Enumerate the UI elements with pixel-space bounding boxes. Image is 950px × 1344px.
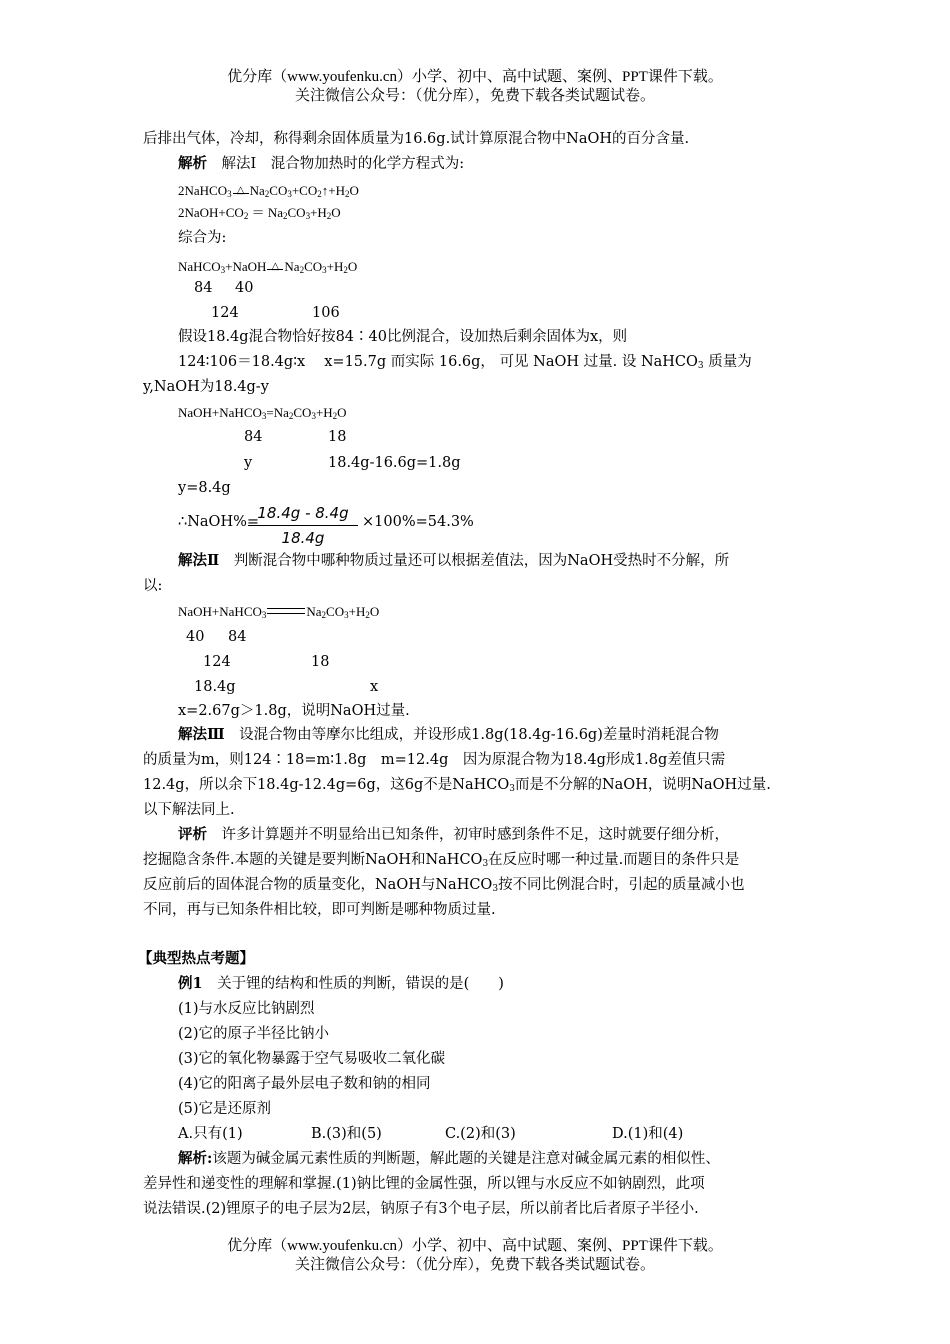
mass-40: 40 bbox=[235, 280, 254, 296]
q-x: x bbox=[370, 679, 379, 695]
example-label: 例1 bbox=[178, 975, 203, 992]
method2-line-2: 以: bbox=[143, 578, 163, 594]
equation-2: $2NaOH+CO_2 = Na_2CO_3+H_2O$ bbox=[178, 205, 341, 221]
header-line-1: 优分库（www.youfenku.cn）小学、初中、高中试题、案例、PPT课件下载。 bbox=[227, 69, 723, 85]
comment-line-3: 反应前后的固体混合物的质量变化，NaOH与NaHCO$_3$按不同比例混合时，引起的质量减小也 bbox=[143, 877, 745, 894]
method3-line-2: 的质量为m，则124∶18=m∶1.8g m=12.4g 因为原混合物为18.4g形成1.8g差值只需 bbox=[143, 752, 726, 768]
comment-label: 评析 bbox=[178, 826, 207, 843]
equation-1: 2NaHCO$_3$ △ $Na_2CO_3+CO_2↑+H_2O$ bbox=[178, 183, 359, 199]
comment-line-4: 不同，再与已知条件相比较，即可判断是哪种物质过量. bbox=[143, 902, 496, 918]
method2-label: 解法Ⅱ bbox=[178, 552, 220, 569]
option-2: (2)它的原子半径比钠小 bbox=[178, 1026, 330, 1042]
m-y: y bbox=[244, 455, 253, 471]
heat-symbol-icon: △ bbox=[266, 258, 284, 276]
option-5: (5)它是还原剂 bbox=[178, 1101, 272, 1117]
m-18: 18 bbox=[328, 429, 347, 445]
option-4: (4)它的阳离子最外层电子数和钠的相同 bbox=[178, 1076, 431, 1092]
m-84: 84 bbox=[244, 429, 263, 445]
answer-line-1: 解析:该题为碱金属元素性质的判断题，解此题的关键是注意对碱金属元素的相似性、 bbox=[178, 1150, 720, 1167]
method3-line-1: 解法Ⅲ 设混合物由等摩尔比组成，并设形成1.8g(18.4g-16.6g)差量时消耗混合物 bbox=[178, 726, 719, 743]
answer-line-2: 差异性和递变性的理解和掌握.(1)钠比锂的金属性强，所以锂与水反应不如钠剧烈，此项 bbox=[143, 1176, 705, 1192]
y-value: y=8.4g bbox=[178, 480, 231, 496]
q-18: 18 bbox=[311, 654, 330, 670]
choice-c: C.(2)和(3) bbox=[445, 1126, 516, 1142]
mass-124: 124 bbox=[211, 305, 239, 321]
answer-label: 解析: bbox=[178, 1150, 213, 1167]
q-40: 40 bbox=[186, 629, 205, 645]
pct-prefix: ∴NaOH%= bbox=[178, 514, 260, 530]
method2-line: 解法Ⅱ 判断混合物中哪种物质过量还可以根据差值法，因为NaOH受热时不分解，所 bbox=[178, 552, 730, 569]
equation-3: NaHCO$_3$+NaOH △ $Na_2CO_3+H_2O$ bbox=[178, 259, 358, 275]
ratio-line-2: y,NaOH为18.4g-y bbox=[143, 379, 269, 395]
fraction-denominator: 18.4g bbox=[281, 529, 325, 547]
mass-106: 106 bbox=[312, 305, 340, 321]
method3-line-4: 以下解法同上. bbox=[143, 802, 235, 818]
method3-label: 解法Ⅲ bbox=[178, 726, 225, 743]
equation-5: NaOH+NaHCO$_3$ $Na_2CO_3+H_2O$ bbox=[178, 604, 380, 620]
fraction-numerator: 18.4g - 8.4g bbox=[257, 504, 349, 522]
problem-tail: 后排出气体，冷却，称得剩余固体质量为16.6g.试计算原混合物中NaOH的百分含量. bbox=[143, 131, 690, 147]
equation-4: $NaOH+NaHCO_3=Na_2CO_3+H_2O$ bbox=[178, 405, 347, 421]
heat-symbol-icon: △ bbox=[232, 182, 250, 200]
mass-84: 84 bbox=[194, 280, 213, 296]
answer-line-3: 说法错误.(2)锂原子的电子层为2层，钠原子有3个电子层，所以前者比后者原子半径小. bbox=[143, 1201, 699, 1217]
analysis-label: 解析 bbox=[178, 155, 207, 172]
section-title: 【典型热点考题】 bbox=[138, 950, 254, 967]
option-3: (3)它的氧化物暴露于空气易吸收二氧化碳 bbox=[178, 1051, 446, 1067]
double-equals-icon bbox=[267, 608, 305, 614]
analysis-line bbox=[178, 155, 464, 173]
choice-a: A.只有(1) bbox=[178, 1126, 243, 1142]
header-line-2: 关注微信公众号：（优分库），免费下载各类试题试卷。 bbox=[294, 88, 655, 104]
x-result: x=2.67g＞1.8g，说明NaOH过量. bbox=[178, 703, 410, 719]
choice-b: B.(3)和(5) bbox=[311, 1126, 382, 1142]
footer-line-1: 优分库（www.youfenku.cn）小学、初中、高中试题、案例、PPT课件下载。 bbox=[227, 1238, 723, 1254]
example-1: 例1 关于锂的结构和性质的判断，错误的是( ) bbox=[178, 975, 504, 992]
q-184: 18.4g bbox=[194, 679, 236, 695]
assume-line: 假设18.4g混合物恰好按84∶40比例混合，设加热后剩余固体为x，则 bbox=[178, 329, 628, 345]
q-124: 124 bbox=[203, 654, 231, 670]
combined-label: 综合为: bbox=[178, 230, 227, 246]
choice-d: D.(1)和(4) bbox=[612, 1126, 684, 1142]
fraction-bar bbox=[248, 525, 358, 526]
comment-line-1: 评析 许多计算题并不明显给出已知条件，初审时感到条件不足，这时就要仔细分析， bbox=[178, 826, 729, 843]
analysis-text: 解法Ⅰ 混合物加热时的化学方程式为: bbox=[207, 156, 465, 172]
method3-line-3: 12.4g，所以余下18.4g-12.4g=6g，这6g不是NaHCO$_3$而是不分解的NaOH，说明NaOH过量. bbox=[143, 777, 771, 794]
option-1: (1)与水反应比钠剧烈 bbox=[178, 1001, 315, 1017]
ratio-line: 124∶106＝18.4g∶x x=15.7g 而实际 16.6g， 可见 NaOH 过量. 设 NaHCO$_3$ 质量为 bbox=[178, 354, 752, 371]
m-diff: 18.4g-16.6g=1.8g bbox=[328, 455, 461, 471]
footer-line-2: 关注微信公众号：（优分库），免费下载各类试题试卷。 bbox=[294, 1257, 655, 1273]
comment-line-2: 挖掘隐含条件.本题的关键是要判断NaOH和NaHCO$_3$在反应时哪一种过量.而题目的条件只是 bbox=[143, 852, 740, 869]
fraction bbox=[248, 503, 358, 548]
q-84: 84 bbox=[228, 629, 247, 645]
pct-result: ×100%=54.3% bbox=[362, 514, 474, 530]
